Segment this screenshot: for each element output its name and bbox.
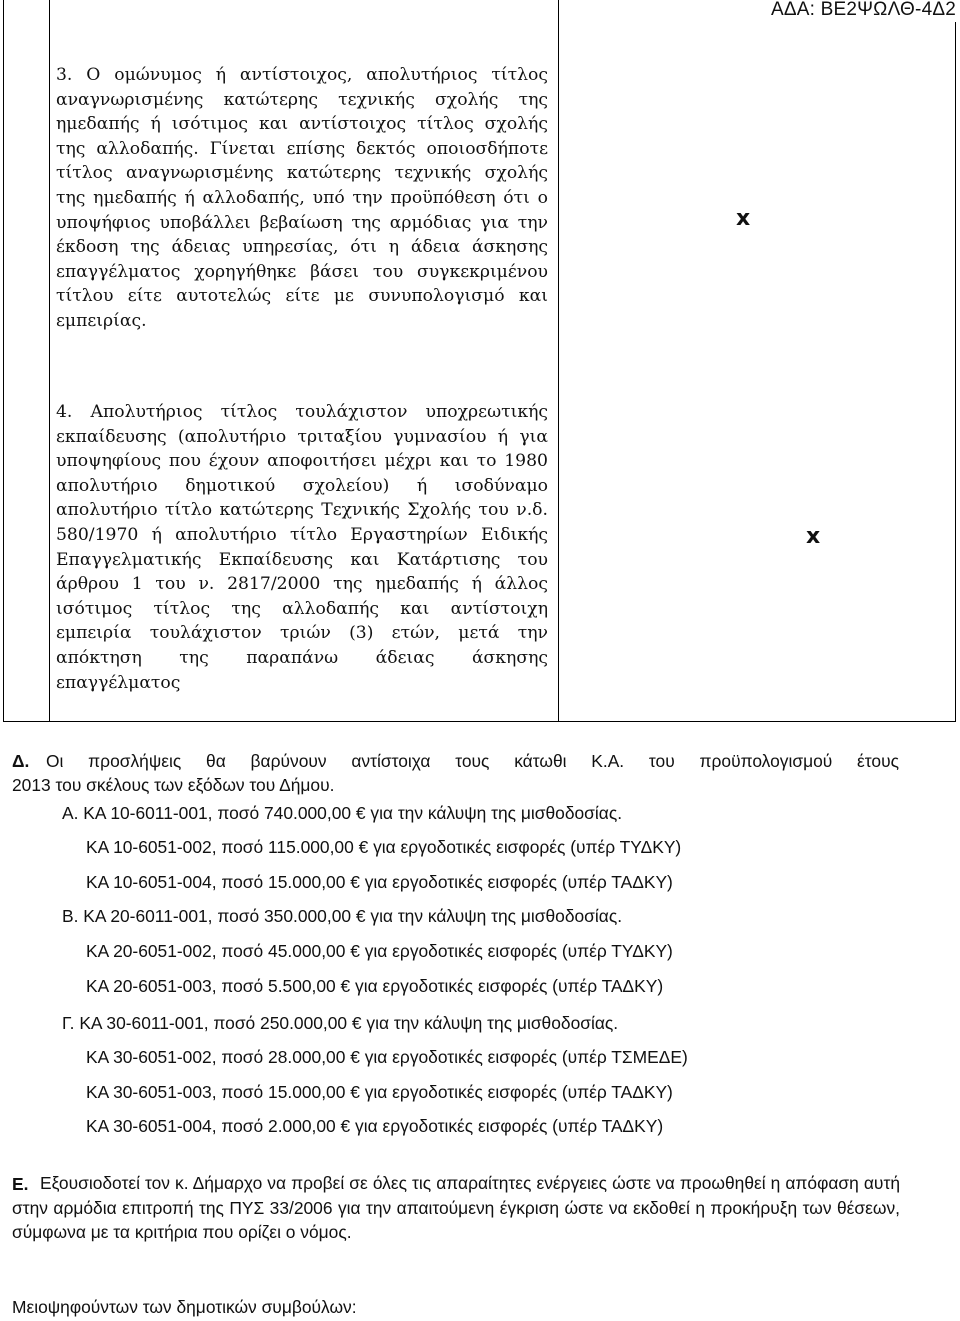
criterion-3-mark: x: [736, 206, 751, 231]
criterion-3-text: 3. Ο ομώνυμος ή αντίστοιχος, απολυτήριος τίτλος αναγνωρισμένης κατώτερης τεχνικής σχολής της ημεδαπής ή ισότιμος και αντίστοιχος τίτλος σχολής της αλλοδαπής. Γίνεται επίσης δεκτός οποιοσδήποτε τίτλος αναγνωρισμένης κατώτερης τεχνικής σχολής της ημεδαπής ή αλλοδαπής, υπό την προϋπόθεση ότι ο υποψήφιος υποβάλλει βεβαίωση της αρμόδιας για την έκδοση της άδειας υπηρεσίας, ότι η άδεια άσκησης επαγγέλματος χορηγήθηκε βάσει του συγκεκριμένου τίτλου είτε αυτοτελώς είτε με συνυπολογισμό και εμπειρίας.: [56, 65, 548, 331]
allocation-c-3: ΚΑ 30-6051-004, ποσό 2.000,00 € για εργοδοτικές εισφορές (υπέρ ΤΑΔΚΥ): [86, 1116, 664, 1136]
table-border-left: [3, 0, 4, 722]
allocation-c: Γ. ΚΑ 30-6011-001, ποσό 250.000,00 € για την κάλυψη της μισθοδοσίας.: [62, 1013, 619, 1033]
allocation-a: A. ΚΑ 10-6011-001, ποσό 740.000,00 € για την κάλυψη της μισθοδοσίας.: [62, 803, 623, 823]
section-e-text: Εξουσιοδοτεί τον κ. Δήμαρχο να προβεί σε όλες τις απαραίτητες ενέργειες ώστε να προωθηθεί η απόφαση αυτή στην αρμόδια επιτροπή της ΠΥΣ 33/2006 για την απαιτούμενη έγκριση ώστε να εκδοθεί η προκήρυξη των θέσεων, σύμφωνα με τα κριτήρια που ορίζει ο νόμος.: [12, 1173, 900, 1243]
allocation-c-1: ΚΑ 30-6051-002, ποσό 28.000,00 € για εργοδοτικές εισφορές (υπέρ ΤΣΜΕΔΕ): [86, 1047, 688, 1067]
section-d-label: Δ.: [12, 751, 30, 771]
section-e-label: Ε.: [12, 1174, 29, 1194]
allocation-a-2: ΚΑ 10-6051-004, ποσό 15.000,00 € για εργοδοτικές εισφορές (υπέρ ΤΑΔΚΥ): [86, 872, 673, 892]
table-border-col1: [49, 0, 50, 722]
allocation-b: Β. ΚΑ 20-6011-001, ποσό 350.000,00 € για την κάλυψη της μισθοδοσίας.: [62, 906, 623, 926]
allocation-c-2: ΚΑ 30-6051-003, ποσό 15.000,00 € για εργοδοτικές εισφορές (υπέρ ΤΑΔΚΥ): [86, 1082, 673, 1102]
table-border-bottom: [3, 721, 956, 722]
allocation-b-2: ΚΑ 20-6051-003, ποσό 5.500,00 € για εργοδοτικές εισφορές (υπέρ ΤΑΔΚΥ): [86, 976, 664, 996]
ada-code: ΑΔΑ: ΒΕ2ΨΩΛΘ-4Δ2: [770, 0, 956, 20]
criterion-4-text: 4. Απολυτήριος τίτλος τουλάχιστον υποχρεωτικής εκπαίδευσης (απολυτήριο τριταξίου γυμνασίου ή για υποψηφίους που έχουν αποφοιτήσει μέχρι και το 1980 απολυτήριο δημοτικού σχολείου) ή ισοδύναμο απολυτήριο τίτλο κατώτερης Τεχνικής Σχολής του ν.δ. 580/1970 ή απολυτήριο τίτλο Εργαστηρίων Ειδικής Επαγγελματικής Εκπαίδευσης και Κατάρτισης του άρθρου 1 του ν. 2817/2000 της ημεδαπής ή άλλος ισότιμος τίτλος της αλλοδαπής και αντίστοιχη εμπειρία τουλάχιστον τριών (3) ετών, μετά την απόκτηση της παραπάνω άδειας άσκησης επαγγέλματος: [56, 402, 548, 693]
section-d-line1: Οι προσλήψεις θα βαρύνουν αντίστοιχα τους κάτωθι Κ.Α. του προϋπολογισμού έτους: [46, 751, 899, 771]
criterion-4-mark: x: [806, 524, 821, 549]
allocation-a-1: ΚΑ 10-6051-002, ποσό 115.000,00 € για εργοδοτικές εισφορές (υπέρ ΤΥΔΚΥ): [86, 837, 682, 857]
footer-text: Μειοψηφούντων των δημοτικών συμβούλων:: [12, 1297, 357, 1317]
allocation-b-1: ΚΑ 20-6051-002, ποσό 45.000,00 € για εργοδοτικές εισφορές (υπέρ ΤΥΔΚΥ): [86, 941, 673, 961]
section-d-line2: 2013 του σκέλους των εξόδων του Δήμου.: [12, 775, 335, 795]
table-border-right: [955, 22, 956, 722]
table-border-col2: [558, 0, 559, 722]
